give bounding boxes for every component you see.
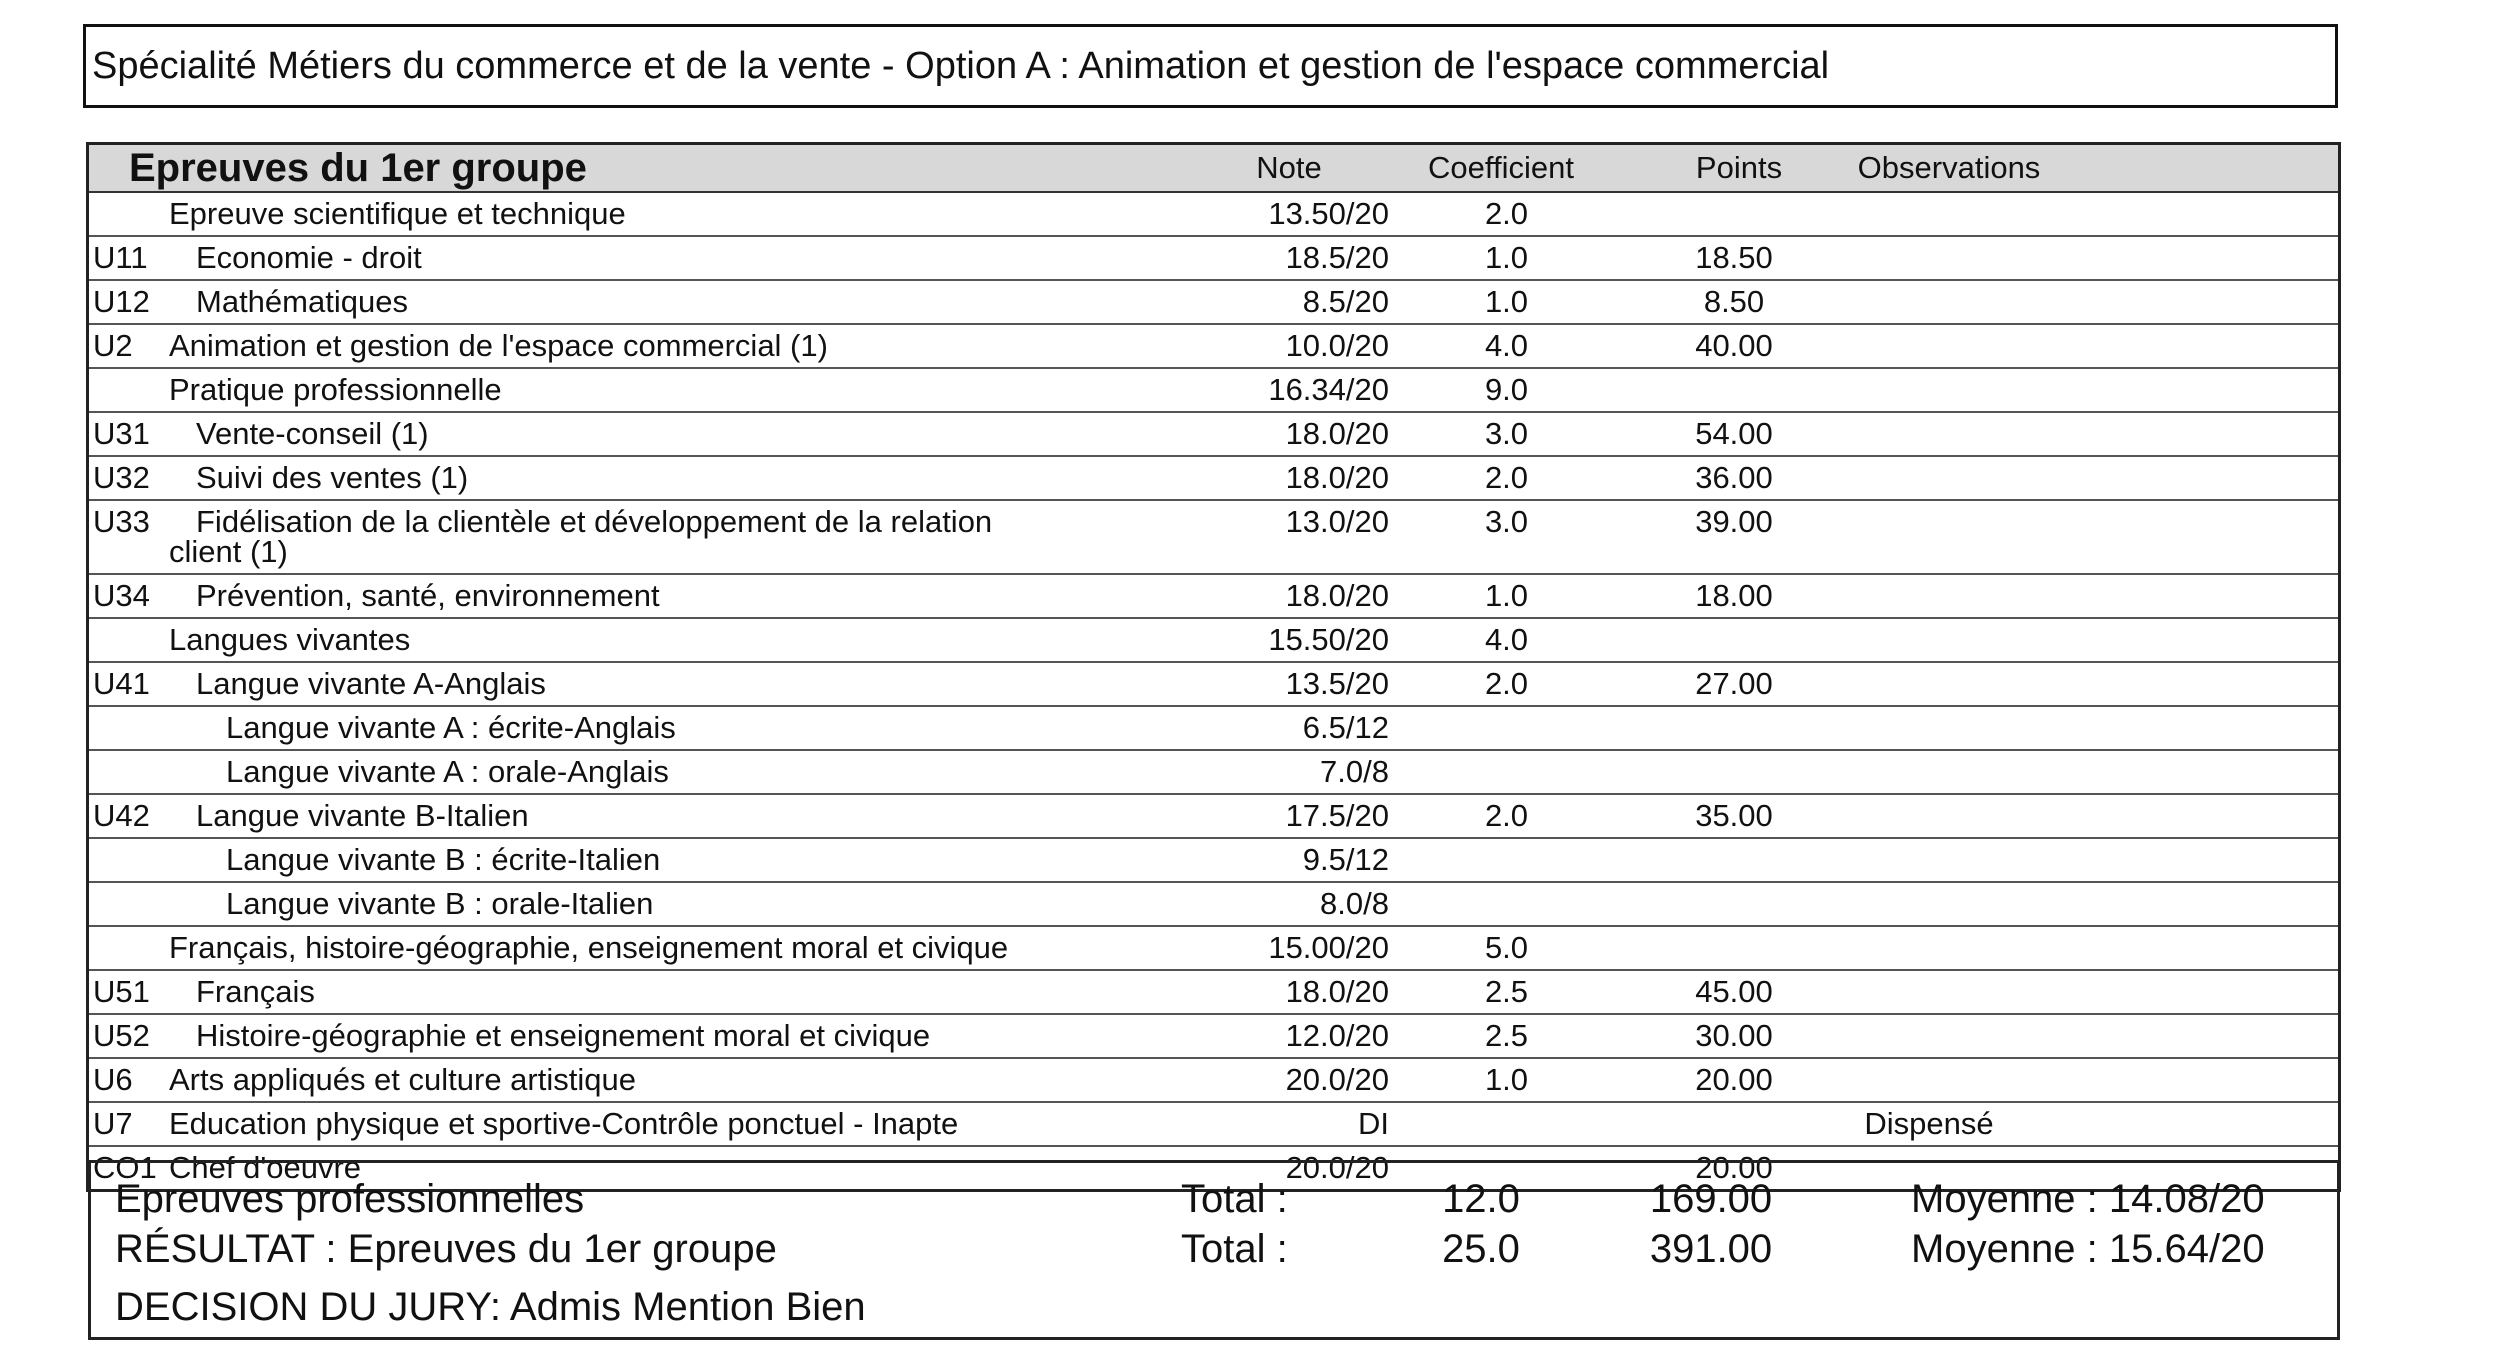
row-label: Chef d'oeuvre	[169, 1150, 362, 1185]
row-label: Mathématiques	[196, 284, 408, 319]
table-row	[89, 619, 2338, 663]
row-note: 18.0/20	[1285, 974, 1389, 1009]
row-code: U51	[93, 974, 150, 1009]
table-row	[89, 1015, 2338, 1059]
row-note: 20.0/20	[1285, 1062, 1389, 1097]
row-note: 18.5/20	[1285, 240, 1389, 275]
row-points: 30.00	[1695, 1018, 1773, 1053]
table-row	[89, 575, 2338, 619]
row-note: 20.0/20	[1285, 1150, 1389, 1185]
table-row	[89, 1103, 2338, 1147]
table-row	[89, 1059, 2338, 1103]
row-code: U2	[93, 328, 133, 363]
row-label: Fidélisation de la clientèle et développement de la relation	[196, 504, 993, 539]
row-note: DI	[1358, 1106, 1389, 1141]
professional-average: Moyenne : 14.08/20	[1911, 1177, 2265, 1221]
jury-decision: DECISION DU JURY: Admis Mention Bien	[115, 1285, 866, 1329]
col-header-observations: Observations	[1857, 150, 2041, 185]
row-note: 10.0/20	[1285, 328, 1389, 363]
table-row	[89, 193, 2338, 237]
professional-line	[91, 1173, 2337, 1225]
row-note: 13.5/20	[1285, 666, 1389, 701]
row-note: 7.0/8	[1320, 754, 1389, 789]
row-label: Langue vivante B : écrite-Italien	[226, 842, 661, 877]
row-coefficient: 2.0	[1484, 460, 1529, 495]
result-total-label: Total :	[1181, 1227, 1288, 1271]
row-code: U32	[93, 460, 150, 495]
row-points: 20.00	[1695, 1062, 1773, 1097]
row-label: Vente-conseil (1)	[196, 416, 429, 451]
row-code: U33	[93, 504, 150, 539]
table-body	[89, 193, 2338, 1189]
row-label: Langue vivante A : écrite-Anglais	[226, 710, 676, 745]
result-coef: 25.0	[1442, 1227, 1520, 1271]
row-label: Animation et gestion de l'espace commercial (1)	[169, 328, 828, 363]
row-points: 35.00	[1695, 798, 1773, 833]
professional-coef: 12.0	[1442, 1177, 1520, 1221]
row-coefficient: 3.0	[1484, 416, 1529, 451]
grades-table	[86, 142, 2341, 1192]
row-label: Français, histoire-géographie, enseignement moral et civique	[169, 930, 1009, 965]
row-label: Langues vivantes	[169, 622, 411, 657]
row-coefficient: 4.0	[1484, 328, 1529, 363]
row-label: Langue vivante B : orale-Italien	[226, 886, 654, 921]
row-note: 13.50/20	[1268, 196, 1389, 231]
professional-points: 169.00	[1649, 1177, 1773, 1221]
row-note: 6.5/12	[1302, 710, 1389, 745]
row-note: 9.5/12	[1302, 842, 1389, 877]
row-note: 8.5/20	[1302, 284, 1389, 319]
table-row	[89, 883, 2338, 927]
row-code: U7	[93, 1106, 133, 1141]
row-code: U6	[93, 1062, 133, 1097]
col-header-coefficient: Coefficient	[1428, 150, 1574, 185]
row-points: 20.00	[1695, 1150, 1773, 1185]
row-label: Langue vivante B-Italien	[196, 798, 529, 833]
table-row	[89, 707, 2338, 751]
result-average: Moyenne : 15.64/20	[1911, 1227, 2265, 1271]
row-note: 18.0/20	[1285, 460, 1389, 495]
row-points: 18.00	[1695, 578, 1773, 613]
row-note: 17.5/20	[1285, 798, 1389, 833]
table-title: Epreuves du 1er groupe	[129, 146, 587, 190]
row-label: Suivi des ventes (1)	[196, 460, 469, 495]
row-points: 27.00	[1695, 666, 1773, 701]
row-note: 18.0/20	[1285, 578, 1389, 613]
professional-total-label: Total :	[1181, 1177, 1288, 1221]
row-label: Langue vivante A-Anglais	[196, 666, 546, 701]
row-coefficient: 1.0	[1484, 284, 1529, 319]
row-label: Economie - droit	[196, 240, 422, 275]
row-note: 13.0/20	[1285, 504, 1389, 539]
specialty-header	[83, 24, 2338, 108]
row-label: Pratique professionnelle	[169, 372, 502, 407]
row-code: U12	[93, 284, 150, 319]
row-coefficient: 3.0	[1484, 504, 1529, 539]
table-row	[89, 457, 2338, 501]
row-points: 8.50	[1703, 284, 1765, 319]
professional-label: Epreuves professionnelles	[115, 1177, 585, 1221]
row-note: 15.00/20	[1268, 930, 1389, 965]
row-coefficient: 2.5	[1484, 1018, 1529, 1053]
row-label: Education physique et sportive-Contrôle ponctuel - Inapte	[169, 1106, 959, 1141]
row-label: Français	[196, 974, 315, 1009]
result-line	[91, 1223, 2337, 1275]
row-coefficient: 9.0	[1484, 372, 1529, 407]
table-header	[89, 145, 2338, 193]
row-observation: Dispensé	[1864, 1106, 1994, 1141]
result-points: 391.00	[1649, 1227, 1773, 1271]
result-label: RÉSULTAT : Epreuves du 1er groupe	[115, 1227, 777, 1271]
specialty-title: Spécialité Métiers du commerce et de la vente - Option A : Animation et gestion de l'espace commercial	[92, 44, 1830, 87]
row-points: 45.00	[1695, 974, 1773, 1009]
row-points: 40.00	[1695, 328, 1773, 363]
row-note: 15.50/20	[1268, 622, 1389, 657]
row-note: 18.0/20	[1285, 416, 1389, 451]
row-note: 8.0/8	[1320, 886, 1389, 921]
col-header-points: Points	[1695, 150, 1783, 185]
table-row	[89, 663, 2338, 707]
col-header-note: Note	[1256, 150, 1322, 185]
row-label: Histoire-géographie et enseignement moral et civique	[196, 1018, 931, 1053]
table-row	[89, 927, 2338, 971]
row-note: 16.34/20	[1268, 372, 1389, 407]
row-coefficient: 4.0	[1484, 622, 1529, 657]
row-note: 12.0/20	[1285, 1018, 1389, 1053]
table-row	[89, 369, 2338, 413]
row-label: Prévention, santé, environnement	[196, 578, 660, 613]
row-coefficient: 1.0	[1484, 1062, 1529, 1097]
table-row	[89, 839, 2338, 883]
results-summary	[88, 1160, 2340, 1340]
row-coefficient: 2.0	[1484, 666, 1529, 701]
row-coefficient: 1.0	[1484, 240, 1529, 275]
row-code: U41	[93, 666, 150, 701]
decision-line	[91, 1281, 2337, 1333]
row-points: 39.00	[1695, 504, 1773, 539]
table-row	[89, 325, 2338, 369]
row-code: U34	[93, 578, 150, 613]
row-coefficient: 2.0	[1484, 196, 1529, 231]
table-row	[89, 971, 2338, 1015]
row-points: 36.00	[1695, 460, 1773, 495]
row-coefficient: 1.0	[1484, 578, 1529, 613]
row-points: 18.50	[1695, 240, 1773, 275]
row-code: U42	[93, 798, 150, 833]
table-row	[89, 501, 2338, 575]
row-label: Epreuve scientifique et technique	[169, 196, 626, 231]
table-row	[89, 751, 2338, 795]
row-coefficient: 2.0	[1484, 798, 1529, 833]
row-coefficient: 5.0	[1484, 930, 1529, 965]
row-label: Arts appliqués et culture artistique	[169, 1062, 636, 1097]
table-row	[89, 413, 2338, 457]
row-code: U52	[93, 1018, 150, 1053]
row-code: U31	[93, 416, 150, 451]
row-label-continued: client (1)	[169, 534, 288, 569]
row-points: 54.00	[1695, 416, 1773, 451]
row-code: U11	[93, 240, 148, 275]
row-label: Langue vivante A : orale-Anglais	[226, 754, 669, 789]
table-row	[89, 237, 2338, 281]
table-row	[89, 795, 2338, 839]
row-coefficient: 2.5	[1484, 974, 1529, 1009]
table-row	[89, 281, 2338, 325]
row-code: CO1	[93, 1150, 157, 1185]
